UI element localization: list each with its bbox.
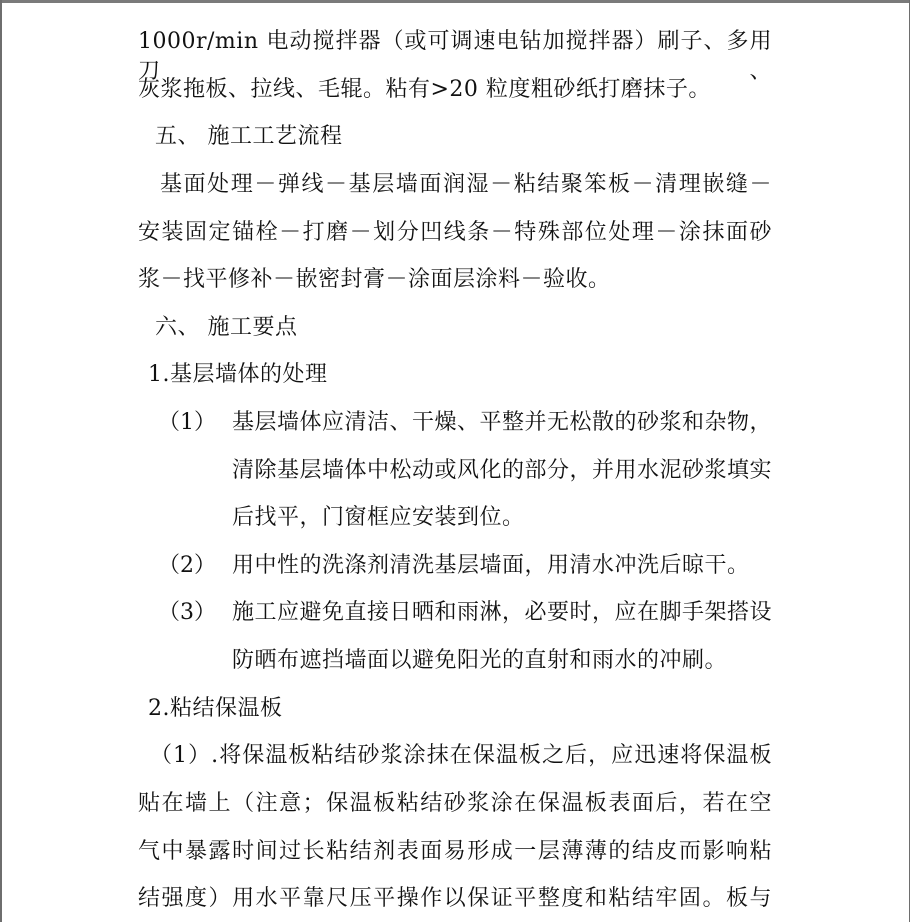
page-top-border (0, 0, 910, 3)
text-line: 1000r/min 电动搅拌器（或可调速电钻加搅拌器）刷子、多用刀、 (138, 29, 772, 84)
list-number: （1） (158, 410, 216, 435)
text-line: （1）.将保温板粘结砂浆涂抹在保温板之后，应迅速将保温板 (150, 743, 772, 768)
list-item-text: 防晒布遮挡墙面以避免阳光的直射和雨水的冲刷。 (232, 648, 728, 673)
section-heading: 六、 施工要点 (155, 315, 298, 340)
subsection-heading: 1.基层墙体的处理 (148, 362, 328, 387)
text-line: 结强度）用水平靠尺压平操作以保证平整度和粘结牢固。板与 (138, 886, 772, 911)
list-item-text: 施工应避免直接日晒和雨淋，必要时，应在脚手架搭设 (232, 600, 772, 625)
list-item-text: 后找平，门窗框应安装到位。 (232, 505, 525, 530)
text-line: 气中暴露时间过长粘结剂表面易形成一层薄薄的结皮而影响粘 (138, 839, 772, 864)
list-number: （3） (158, 600, 216, 625)
page-left-border (0, 0, 2, 922)
text-line: 安装固定锚栓－打磨－划分凹线条－特殊部位处理－涂抹面砂 (138, 220, 772, 245)
text-line: 贴在墙上（注意；保温板粘结砂浆涂在保温板表面后，若在空 (138, 791, 772, 816)
list-item-text: 用中性的洗涤剂清洗基层墙面，用清水冲洗后晾干。 (232, 553, 750, 578)
text-line: 浆－找平修补－嵌密封膏－涂面层涂料－验收。 (138, 267, 611, 292)
text-line: 灰浆拖板、拉线、毛辊。粘有>20 粒度粗砂纸打磨抹子。 (138, 77, 711, 102)
list-item-text: 基层墙体应清洁、干燥、平整并无松散的砂浆和杂物， (232, 410, 772, 435)
list-item-text: 清除基层墙体中松动或风化的部分，并用水泥砂浆填实 (232, 458, 772, 483)
list-number: （2） (158, 553, 216, 578)
subsection-heading: 2.粘结保温板 (148, 696, 283, 721)
text-line: 基面处理－弹线－基层墙面润湿－粘结聚笨板－清理嵌缝－ (160, 172, 772, 197)
section-heading: 五、 施工工艺流程 (155, 124, 343, 149)
